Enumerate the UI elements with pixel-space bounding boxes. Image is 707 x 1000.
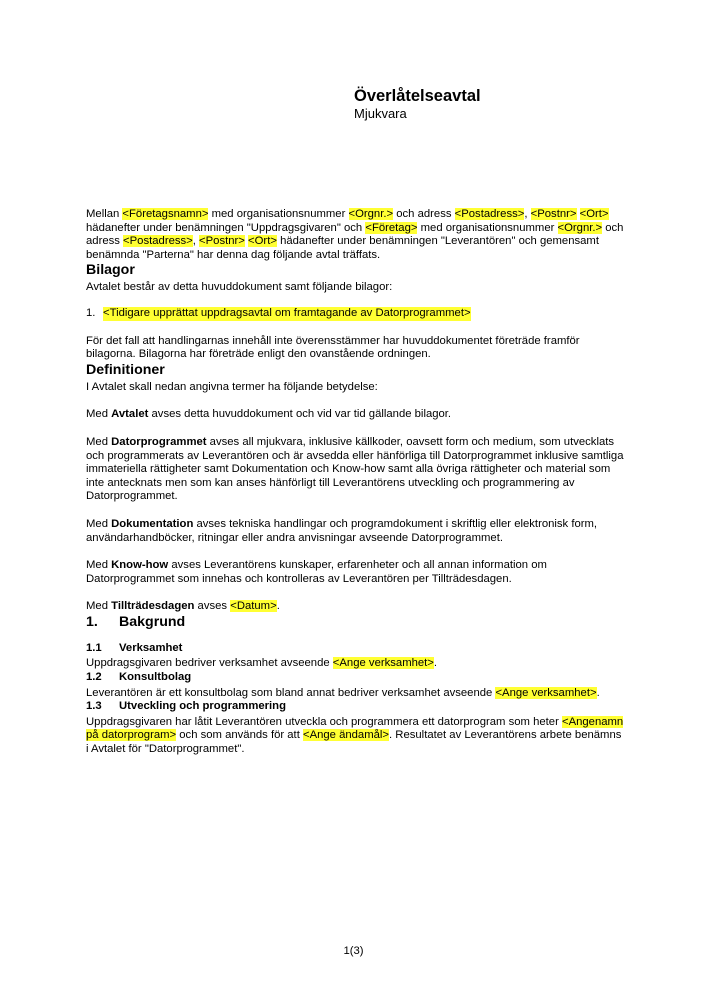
placeholder-postal-code: <Postnr> [530, 208, 577, 220]
placeholder-purpose: <Ange ändamål> [302, 729, 390, 742]
document-subtitle: Mjukvara [354, 106, 407, 121]
subsection-number: 1.2 [86, 671, 102, 684]
placeholder-postal-code: <Postnr> [199, 235, 245, 248]
intro-text: hädanefter under benämningen "Leverantören" och gemensamt benämnda "Parterna" har denna dag följande avtal träffats. [86, 235, 599, 261]
definition-datorprogrammet: Med Datorprogrammet avses all mjukvara, inklusive källkoder, oavsett form och medium, som utvecklats och programmerats av Leverantören och är avsedda eller hänförliga till Datorprogrammet inklusive samtliga immateriella rättigheter samt Dokumentation och Know-how samt alla övriga rättigheter och material som inte antecknats men som kan anses hänförligt till Leverantörens utveckling och programmering av Datorprogrammet. [86, 435, 624, 503]
placeholder-orgnr: <Orgnr.> [557, 221, 603, 234]
placeholder-date: <Datum> [230, 600, 277, 613]
placeholder-postal-address: <Postadress> [454, 208, 525, 220]
heading-verksamhet [86, 642, 626, 656]
placeholder-company: <Företag> [365, 221, 418, 234]
subsection-number: 1.1 [86, 641, 102, 654]
section-title: Bakgrund [119, 613, 186, 630]
intro-paragraph [86, 208, 626, 262]
bilagor-lead: Avtalet består av detta huvuddokument samt följande bilagor: [86, 281, 393, 294]
subsection-number: 1.3 [86, 700, 102, 713]
list-number: 1. [86, 306, 96, 319]
subsection-title: Verksamhet [119, 641, 183, 654]
term-datorprogrammet: Datorprogrammet [111, 435, 207, 448]
subsection-title: Konsultbolag [119, 671, 192, 684]
definitioner-lead: I Avtalet skall nedan angivna termer ha följande betydelse: [86, 380, 378, 393]
intro-text: Mellan [86, 208, 123, 220]
intro-text: med organisationsnummer [208, 208, 349, 220]
placeholder-city: <Ort> [579, 208, 609, 220]
heading-bakgrund [86, 614, 626, 630]
intro-text: , [192, 235, 200, 248]
definition-tilltradesdagen: Med Tillträdesdagen avses <Datum>. [86, 600, 280, 613]
heading-utveckling [86, 700, 626, 714]
paragraph-utveckling: Uppdragsgivaren har låtit Leverantören utveckla och programmera ett datorprogram som heter <Angenamn på datorprogram> och som används för att <Ange ändamål>. Resultatet av Leverantörens arbete benämns i Avtalet för "Datorprogrammet". [86, 715, 624, 756]
paragraph-konsultbolag: Leverantören är ett konsultbolag som bland annat bedriver verksamhet avseende <Ange verksamhet>. [86, 686, 600, 699]
paragraph-verksamhet: Uppdragsgivaren bedriver verksamhet avseende <Ange verksamhet>. [86, 657, 438, 670]
placeholder-business: <Ange verksamhet> [495, 686, 597, 699]
placeholder-business: <Ange verksamhet> [332, 657, 434, 670]
placeholder-city: <Ort> [248, 235, 277, 248]
placeholder-company-name: <Företagsnamn> [122, 208, 209, 220]
term-dokumentation: Dokumentation [111, 517, 194, 530]
heading-definitioner: Definitioner [86, 361, 165, 378]
definition-dokumentation: Med Dokumentation avses tekniska handlingar och programdokument i skriftlig eller elektronisk form, användarhandböcker, ritningar eller andra anvisningar avseende Datorprogrammet. [86, 517, 598, 544]
placeholder-program-name: <Angenamn på datorprogram> [86, 715, 624, 742]
section-number: 1. [86, 613, 98, 630]
heading-bilagor: Bilagor [86, 262, 135, 279]
intro-text: med organisationsnummer [417, 221, 558, 234]
bilagor-list-item [86, 307, 626, 321]
placeholder-orgnr: <Orgnr.> [348, 208, 394, 220]
bilagor-precedence: För det fall att handlingarnas innehåll inte överensstämmer har huvuddokumentet företräde framför bilagorna. Bilagorna har företräde enligt den ovanstående ordningen. [86, 334, 580, 361]
intro-text: hädanefter under benämningen "Uppdragsgivaren" och [86, 221, 366, 234]
intro-text: , [524, 208, 531, 220]
page-number: 1(3) [343, 945, 364, 957]
document-title: Överlåtelseavtal [354, 87, 481, 105]
definition-knowhow: Med Know-how avses Leverantörens kunskaper, erfarenheter och all annan information om Datorprogrammet som innehas och kontrolleras av Leverantören per Tillträdesdagen. [86, 559, 547, 585]
definition-avtalet: Med Avtalet avses detta huvuddokument och vid var tid gällande bilagor. [86, 408, 452, 421]
placeholder-postal-address: <Postadress> [123, 235, 193, 248]
term-tilltradesdagen: Tillträdesdagen [111, 600, 195, 613]
placeholder-attachment: <Tidigare upprättat uppdragsavtal om framtagande av Datorprogrammet> [103, 306, 471, 319]
term-knowhow: Know-how [111, 559, 169, 572]
document-body [86, 208, 626, 757]
heading-konsultbolag [86, 671, 626, 685]
intro-text: och adress [393, 208, 455, 220]
intro-text: och adress [86, 221, 624, 248]
term-avtalet: Avtalet [111, 408, 149, 421]
subsection-title: Utveckling och programmering [119, 700, 286, 713]
title-block [354, 87, 481, 122]
